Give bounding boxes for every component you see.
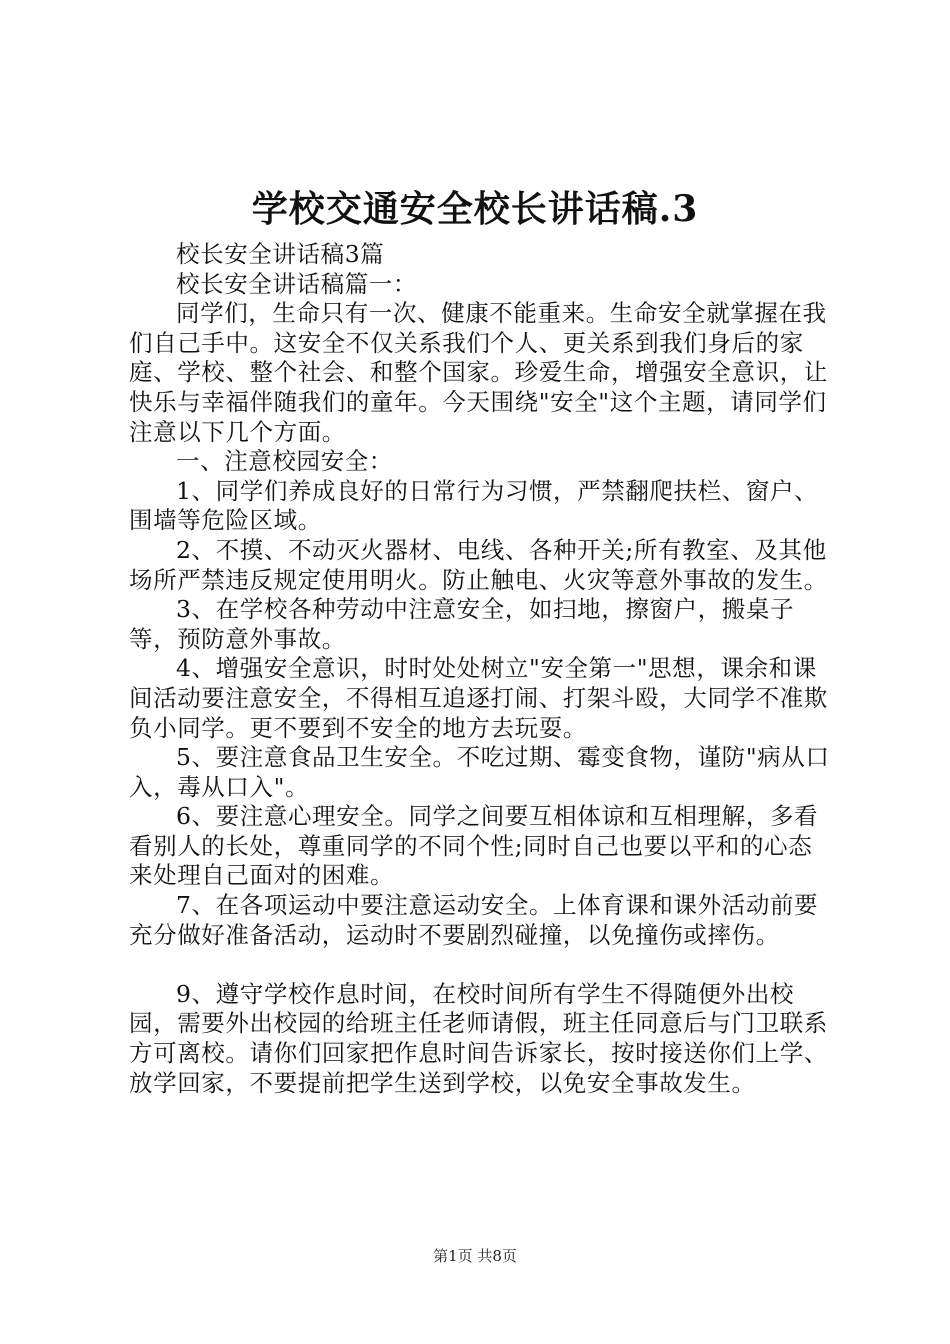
intro-paragraph: 同学们，生命只有一次、健康不能重来。生命安全就掌握在我们自己手中。这安全不仅关系我们个人、更关系到我们身后的家庭、学校、整个社会、和整个国家。珍爱生命，增强安全意识，让快乐与幸福伴随我们的童年。今天围绕"安全"这个主题，请同学们注意以下几个方面。 [129, 299, 828, 446]
rule-paragraph-9: 9、遵守学校作息时间，在校时间所有学生不得随便外出校园，需要外出校园的给班主任老师请假，班主任同意后与门卫联系方可离校。请你们回家把作息时间告诉家长，按时接送你们上学、放学回家，不要提前把学生送到学校，以免安全事故发生。 [129, 979, 828, 1097]
section-heading-paragraph: 校长安全讲话稿篇一： [176, 269, 417, 298]
rule-paragraph-2: 2、不摸、不动灭火器材、电线、各种开关;所有教室、及其他场所严禁违反规定使用明火。防止触电、火灾等意外事故的发生。 [129, 535, 828, 594]
rule-paragraph-6: 6、要注意心理安全。同学之间要互相体谅和互相理解，多看看别人的长处，尊重同学的不同个性;同时自己也要以平和的心态来处理自己面对的困难。 [129, 802, 819, 890]
rule-paragraph-1: 1、同学们养成良好的日常行为习惯，严禁翻爬扶栏、窗户、围墙等危险区域。 [129, 476, 819, 535]
rule-paragraph-5: 5、要注意食品卫生安全。不吃过期、霉变食物，谨防"病从口入，毒从口入"。 [129, 743, 830, 801]
document-title: 学校交通安全校长讲话稿.3 [251, 188, 699, 230]
blank-line [129, 950, 834, 980]
rule-paragraph-4: 4、增强安全意识，时时处处树立"安全第一"思想，课余和课间活动要注意安全，不得相互追逐打闹、打架斗殴，大同学不准欺负小同学。更不要到不安全的地方去玩耍。 [129, 654, 828, 742]
page-number-footer: 第1页 共8页 [433, 1247, 517, 1265]
document-body [129, 240, 834, 1098]
subtitle-paragraph: 校长安全讲话稿3篇 [176, 240, 385, 268]
rule-paragraph-7: 7、在各项运动中要注意运动安全。上体育课和课外活动前要充分做好准备活动，运动时不要剧烈碰撞，以免撞伤或摔伤。 [129, 891, 819, 949]
campus-safety-heading: 一、注意校园安全： [176, 447, 393, 476]
rule-paragraph-3: 3、在学校各种劳动中注意安全，如扫地，擦窗户，搬桌子等，预防意外事故。 [129, 595, 795, 653]
